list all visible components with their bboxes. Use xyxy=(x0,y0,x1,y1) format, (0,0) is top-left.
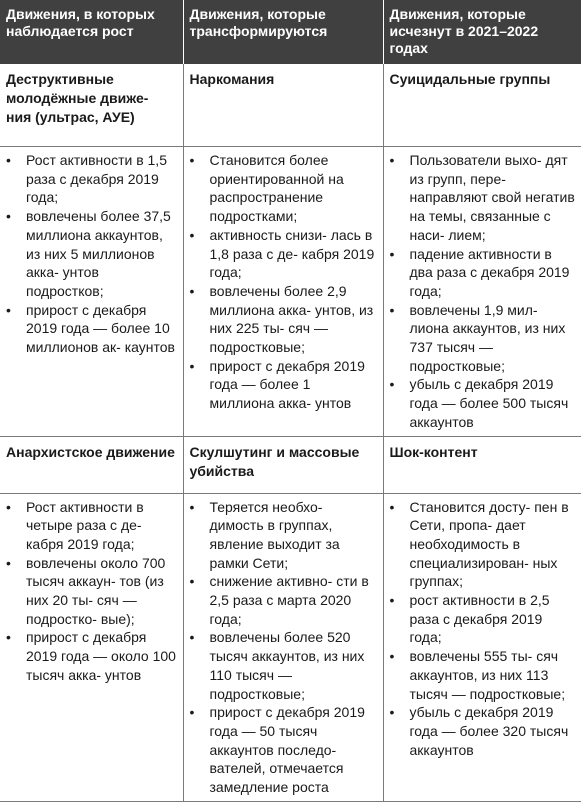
items-cell xyxy=(0,493,183,801)
list-item: • падение активности в два раза с декабря 2019 года; xyxy=(390,245,576,301)
list-item: • активность снизи- лась в 1,8 раза с де- кабря 2019 года; xyxy=(190,226,377,282)
list-item: • прирост с декабря 2019 года — 50 тысяч аккаунтов последо- вателей, отмечается замедление роста xyxy=(190,703,377,797)
list-item: • вовлечены более 520 тысяч аккаунтов, из них 110 тысяч — подростковые; xyxy=(190,628,377,703)
items-cell xyxy=(383,147,581,437)
bullet-list xyxy=(190,498,377,797)
bullet-list xyxy=(190,151,377,413)
list-item: • прирост с декабря 2019 года — более 10 миллионов ак- каунтов xyxy=(6,301,177,357)
header-row xyxy=(0,0,581,64)
category-drug-addiction: Наркомания xyxy=(183,64,383,147)
items-cell xyxy=(0,147,183,437)
category-schoolshooting: Скулшутинг и массовые убийства xyxy=(183,436,383,493)
header-growth: Движения, в которых наблюдается рост xyxy=(0,0,183,64)
category-row xyxy=(0,64,581,147)
bullet-list xyxy=(6,151,177,357)
list-item: • прирост с декабря 2019 года — более 1 миллиона акка- унтов xyxy=(190,357,377,413)
list-item: • Рост активности в 1,5 раза с декабря 2019 года; xyxy=(6,151,177,207)
items-cell xyxy=(183,147,383,437)
bullet-list xyxy=(390,498,576,760)
list-item: • Теряется необхо- димость в группах, явление выходит за рамки Сети; xyxy=(190,498,377,573)
list-item: • вовлечены около 700 тысяч аккаун- тов (из них 20 ты- сяч — подростко- вые); xyxy=(6,554,177,629)
list-item: • убыль с декабря 2019 года — более 500 тысяч аккаунтов xyxy=(390,375,576,431)
items-row xyxy=(0,493,581,801)
list-item: • убыль с декабря 2019 года — более 320 тысяч аккаунтов xyxy=(390,703,576,759)
category-row xyxy=(0,436,581,493)
list-item: • вовлечены более 37,5 миллиона аккаунтов, из них 5 миллионов акка- унтов подростков; xyxy=(6,207,177,301)
list-item: • Рост активности в четыре раза с де- кабря 2019 года; xyxy=(6,498,177,554)
list-item: • Пользователи выхо- дят из групп, пере- направляют свой негатив на темы, связанные с наси- лием; xyxy=(390,151,576,245)
list-item: • вовлечены 555 ты- сяч аккаунтов, из них 113 тысяч — подростковые; xyxy=(390,647,576,703)
items-cell xyxy=(183,493,383,801)
list-item: • Становится досту- пен в Сети, пропа- дает необходимость в специализирован- ных группах; xyxy=(390,498,576,592)
list-item: • Становится более ориентированной на распространение подростками; xyxy=(190,151,377,226)
category-shock-content: Шок-контент xyxy=(383,436,581,493)
list-item: • снижение активно- сти в 2,5 раза с марта 2020 года; xyxy=(190,572,377,628)
list-item: • вовлечены 1,9 мил- лиона аккаунтов, из них 737 тысяч — подростковые; xyxy=(390,301,576,376)
category-anarchist: Анархистское движение xyxy=(0,436,183,493)
bullet-list xyxy=(6,498,177,685)
header-disappearing: Движения, которые исчезнут в 2021–2022 годах xyxy=(383,0,581,64)
items-row xyxy=(0,147,581,437)
header-transforming: Движения, которые трансформируются xyxy=(183,0,383,64)
list-item: • вовлечены более 2,9 миллиона акка- унтов, из них 225 ты- сяч — подростковые; xyxy=(190,282,377,357)
category-destructive-youth: Деструктивные молодёжные движе- ния (ультрас, АУЕ) xyxy=(0,64,183,147)
list-item: • рост активности в 2,5 раза с декабря 2019 года; xyxy=(390,591,576,647)
bullet-list xyxy=(390,151,576,432)
category-suicide-groups: Суицидальные группы xyxy=(383,64,581,147)
items-cell xyxy=(383,493,581,801)
list-item: • прирост с декабря 2019 года — около 100 тысяч акка- унтов xyxy=(6,628,177,684)
